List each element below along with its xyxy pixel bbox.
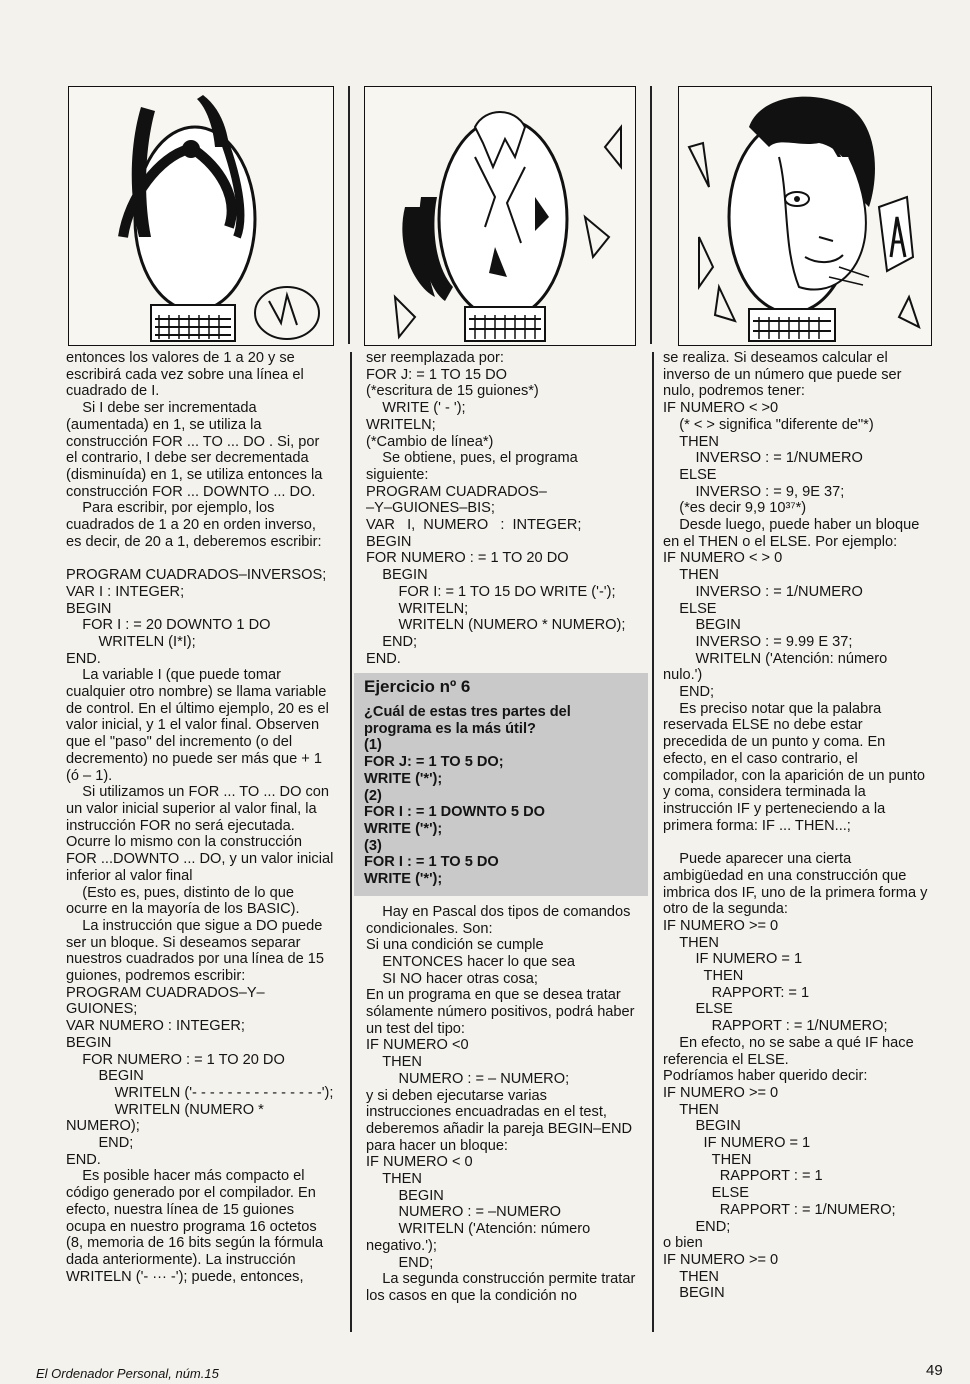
text-line: (*Cambio de línea*) <box>366 433 494 450</box>
text-line: WRITELN (NUMERO * NUMERO); <box>66 1101 268 1135</box>
text-line: WRITELN ('- - - - - - - - - - - - - - -'); <box>66 1084 334 1101</box>
text-line: IF NUMERO < >0 <box>663 400 779 417</box>
text-line: se realiza. Si deseamos calcular el inverso de un número que puede ser nulo, podremos tener: <box>663 350 906 400</box>
text-line: RAPPORT: = 1 <box>663 984 810 1001</box>
text-line: FOR I : = 20 DOWNTO 1 DO <box>66 617 271 634</box>
text-line: WRITELN ('Atención: número negativo.'); <box>366 1221 595 1254</box>
text-line: END. <box>66 650 101 667</box>
text-line: FOR NUMERO : = 1 TO 20 DO <box>366 550 569 567</box>
text-line: Si utilizamos un FOR ... TO ... DO con un valor inicial superior al valor final, la instrucción FOR no será ejecutada. Ocurre lo mismo con la construcción FOR ...DOWNTO ... DO, y un valor inicial inferior al valor final <box>66 784 338 884</box>
text-line: ENTONCES hacer lo que sea <box>366 953 576 970</box>
text-line <box>66 550 334 567</box>
text-line: Puede aparecer una cierta ambigüedad en una construcción que imbrica dos IF, uno de la primera forma y otro de la segunda: <box>663 851 932 918</box>
text-line: IF NUMERO >= 0 <box>663 1251 779 1268</box>
text-line: Es posible hacer más compacto el código generado por el compilador. En efecto, nuestra línea de 15 guiones ocupa en nuestro programa 16 octetos (8, memoria de 16 bits según la fórmula dada anteriormente). La instrucción WRITELN ('- ··· -'); puede, entonces, <box>66 1168 328 1285</box>
text-line: IF NUMERO < > 0 <box>663 550 783 567</box>
text-line: THEN <box>663 567 719 584</box>
text-line: IF NUMERO = 1 <box>663 1135 811 1152</box>
exercise-question: ¿Cuál de estas tres partes del programa es la más útil? <box>364 704 575 737</box>
text-line: NUMERO : = – NUMERO; <box>366 1070 570 1087</box>
text-line: WRITE ('*'); <box>364 871 443 888</box>
text-line: WRITELN; <box>366 416 436 433</box>
text-line: BEGIN <box>66 1034 112 1051</box>
text-line: WRITELN ('Atención: número nulo.') <box>663 650 892 684</box>
text-line: Desde luego, puede haber un bloque en el THEN o el ELSE. Por ejemplo: <box>663 517 924 550</box>
column-rule <box>348 86 350 344</box>
text-line: PROGRAM CUADRADOS–Y–GUIONES; <box>66 984 265 1018</box>
column-rule <box>350 352 352 1332</box>
text-line: BEGIN <box>66 1068 144 1085</box>
text-line: Podríamos haber querido decir: <box>663 1068 868 1085</box>
text-line: La instrucción que sigue a DO puede ser un bloque. Si deseamos separar nuestros cuadrados por una línea de 15 guiones, podremos escribir: <box>66 917 329 985</box>
text-line: IF NUMERO = 1 <box>663 951 803 968</box>
text-line: END. <box>366 650 401 667</box>
text-line: THEN <box>663 934 719 951</box>
text-column-1 <box>66 350 338 1285</box>
text-line: THEN <box>663 968 744 985</box>
text-line: (Esto es, pues, distinto de lo que ocurre en la mayoría de los BASIC). <box>66 884 300 918</box>
text-line: Si una condición se cumple <box>366 937 544 954</box>
text-line: o bien <box>663 1235 703 1252</box>
text-line: END; <box>366 1254 434 1271</box>
text-line: WRITE ('*'); <box>364 770 443 787</box>
text-line: NUMERO : = –NUMERO <box>366 1204 562 1221</box>
text-line: ELSE <box>663 1185 749 1202</box>
text-line: La variable I (que puede tomar cualquier otro nombre) se llama variable de control. En el último ejemplo, 20 es el valor inicial, y 1 el valor final. Observen que el "paso" del incremento (o del decremento) no puede ser más que + 1 (ó – 1). <box>66 667 333 784</box>
text-line: ELSE <box>663 1001 733 1018</box>
text-line: Hay en Pascal dos tipos de comandos condicionales. Son: <box>366 903 635 937</box>
text-line: FOR I : = 1 TO 5 DO <box>364 854 499 871</box>
text-line: FOR I: = 1 TO 15 DO WRITE ('-'); <box>366 583 616 600</box>
footer-publication: El Ordenador Personal, núm.15 <box>36 1366 219 1381</box>
column-rule <box>652 352 654 1332</box>
text-line: BEGIN <box>663 1285 725 1302</box>
text-line: SI NO hacer otras cosa; <box>366 970 538 987</box>
exercise-lines <box>364 737 638 887</box>
text-line: (1) <box>364 737 382 754</box>
text-line: ELSE <box>663 466 717 483</box>
text-column-2 <box>364 350 640 1305</box>
column-rule <box>650 86 652 344</box>
text-line: ser reemplazada por: <box>366 350 504 366</box>
text-line: WRITELN (NUMERO * NUMERO); <box>366 617 626 634</box>
text-line: BEGIN <box>366 533 412 550</box>
text-line: Se obtiene, pues, el programa siguiente: <box>366 450 582 483</box>
text-line: FOR J: = 1 TO 15 DO <box>366 366 507 383</box>
text-line: WRITELN (I*I); <box>66 633 196 650</box>
text-line: (3) <box>364 837 382 854</box>
text-line: END; <box>663 684 715 701</box>
page-number: 49 <box>926 1362 943 1379</box>
text-line: VAR NUMERO : INTEGER; <box>66 1018 245 1035</box>
text-line: BEGIN <box>663 617 741 634</box>
text-line: IF NUMERO <0 <box>366 1037 469 1054</box>
text-line: –Y–GUIONES–BIS; <box>366 500 495 517</box>
text-line: RAPPORT : = 1/NUMERO; <box>663 1201 896 1218</box>
text-line: FOR NUMERO : = 1 TO 20 DO <box>66 1051 285 1068</box>
text-line: WRITE ('*'); <box>364 820 443 837</box>
text-line: IF NUMERO >= 0 <box>663 917 779 934</box>
text-line: FOR J: = 1 TO 5 DO; <box>364 754 504 771</box>
text-line: END. <box>66 1151 101 1168</box>
text-line: BEGIN <box>366 567 428 584</box>
text-line: (*es decir 9,9 10³⁷*) <box>663 500 807 517</box>
text-line: En efecto, no se sabe a qué IF hace referencia el ELSE. <box>663 1034 918 1068</box>
text-block <box>366 350 636 667</box>
text-line: END; <box>663 1218 731 1235</box>
text-line: ELSE <box>663 600 717 617</box>
text-line: IF NUMERO < 0 <box>366 1154 473 1171</box>
text-line: END; <box>366 633 418 650</box>
illustration-egg-ribbon <box>68 86 334 346</box>
text-line: La segunda construcción permite tratar los casos en que la condición no <box>366 1271 640 1304</box>
text-line: THEN <box>663 1268 719 1285</box>
text-line: entonces los valores de 1 a 20 y se escribirá cada vez sobre una línea el cuadrado de I. <box>66 350 308 400</box>
text-line: THEN <box>366 1171 422 1188</box>
text-line: Si I debe ser incrementada (aumentada) en 1, se utiliza la construcción FOR ... TO ... DO . Si, por el contrario, I debe ser decrementada (disminuída) en 1, se utiliza entonces la construcción FOR ... DOWNTO ... DO. <box>66 400 327 500</box>
text-line: RAPPORT : = 1 <box>663 1168 823 1185</box>
text-line: VAR I : INTEGER; <box>66 583 185 600</box>
text-line: WRITE (' - '); <box>366 400 466 417</box>
text-line: FOR I : = 1 DOWNTO 5 DO <box>364 804 545 821</box>
text-line: BEGIN <box>66 600 112 617</box>
text-line: INVERSO : = 1/NUMERO <box>663 450 863 467</box>
text-line: PROGRAM CUADRADOS–INVERSOS; <box>66 567 327 584</box>
text-line: PROGRAM CUADRADOS– <box>366 483 547 500</box>
text-line: END; <box>66 1135 134 1152</box>
text-line: BEGIN <box>663 1118 741 1135</box>
text-line: VAR I, NUMERO : INTEGER; <box>366 517 582 534</box>
text-line <box>663 834 928 851</box>
text-line: En un programa en que se desea tratar sólamente número positivos, podrá haber un test del tipo: <box>366 987 639 1037</box>
illustration-egg-face <box>678 86 932 346</box>
text-line: RAPPORT : = 1/NUMERO; <box>663 1018 888 1035</box>
text-line: Para escribir, por ejemplo, los cuadrados de 1 a 20 en orden inverso, es decir, de 20 a 1, deberemos escribir: <box>66 500 322 550</box>
text-line: THEN <box>366 1054 422 1071</box>
text-line: THEN <box>663 1151 752 1168</box>
text-line: (* < > significa "diferente de"*) <box>663 416 874 433</box>
text-line: (*escritura de 15 guiones*) <box>366 383 539 400</box>
text-line: INVERSO : = 9.99 E 37; <box>663 633 853 650</box>
text-line: WRITELN; <box>366 600 469 617</box>
text-line: INVERSO : = 1/NUMERO <box>663 583 863 600</box>
text-line: (2) <box>364 787 382 804</box>
text-line: THEN <box>663 1101 719 1118</box>
text-line: y si deben ejecutarse varias instrucciones encuadradas en el test, deberemos añadir la pareja BEGIN–END para hacer un bloque: <box>366 1087 637 1154</box>
text-line: INVERSO : = 9, 9E 37; <box>663 483 845 500</box>
exercise-box <box>354 673 648 895</box>
text-line: THEN <box>663 433 719 450</box>
text-line: Es preciso notar que la palabra reservada ELSE no debe estar precedida de un punto y coma. En efecto, en el caso contrario, el compilador, con la aparición de un punto y coma, considera terminada la instrucción IF y perteneciendo a la primera forma: IF ... THEN...; <box>663 700 930 834</box>
exercise-title: Ejercicio nº 6 <box>364 677 471 697</box>
illustration-cracked-egg <box>364 86 636 346</box>
text-column-3 <box>663 350 932 1302</box>
text-line: IF NUMERO >= 0 <box>663 1084 779 1101</box>
text-block <box>366 903 640 1305</box>
text-line: BEGIN <box>366 1187 444 1204</box>
